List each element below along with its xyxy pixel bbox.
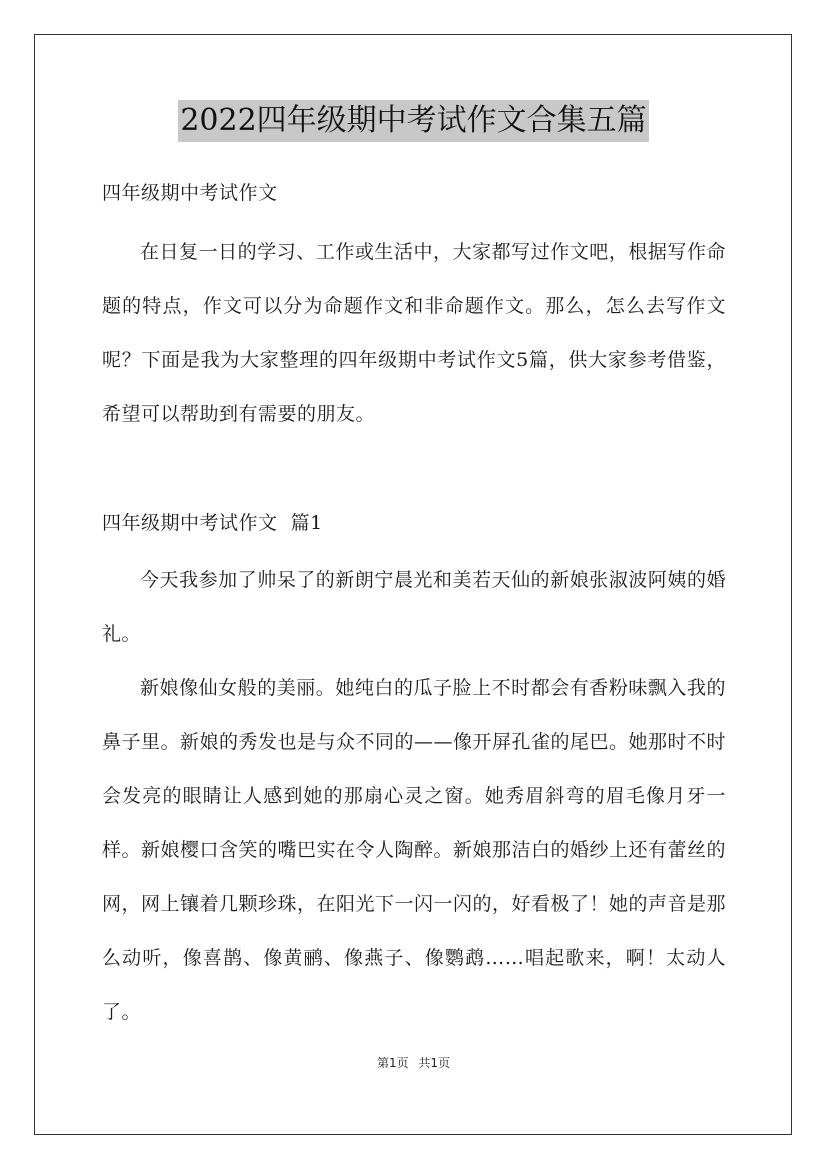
title-container bbox=[0, 100, 827, 142]
section-heading: 四年级期中考试作文 篇1 bbox=[102, 512, 323, 534]
section-paragraph: 新娘像仙女般的美丽。她纯白的瓜子脸上不时都会有香粉味飘入我的鼻子里。新娘的秀发也是与众不同的——像开屏孔雀的尾巴。她那时不时会发亮的眼睛让人感到她的那扇心灵之窗。她秀眉斜弯的眉毛像月牙一样。新娘樱口含笑的嘴巴实在令人陶醉。新娘那洁白的婚纱上还有蕾丝的网，网上镶着几颗珍珠，在阳光下一闪一闪的，好看极了！她的声音是那么动听，像喜鹊、像黄鹂、像燕子、像鹦鹉……唱起歌来，啊！太动人了。 bbox=[102, 677, 727, 1023]
page-total: 共1页 bbox=[418, 1056, 451, 1070]
document-body bbox=[102, 173, 726, 1039]
section-paragraph: 今天我参加了帅呆了的新朗宁晨光和美若天仙的新娘张淑波阿姨的婚礼。 bbox=[102, 569, 726, 645]
page-footer bbox=[0, 1054, 827, 1071]
document-title: 2022四年级期中考试作文合集五篇 bbox=[178, 100, 648, 142]
intro-heading: 四年级期中考试作文 bbox=[102, 182, 278, 204]
page-number: 第1页 bbox=[376, 1056, 409, 1070]
intro-paragraph: 在日复一日的学习、工作或生活中，大家都写过作文吧，根据写作命题的特点，作文可以分为命题作文和非命题作文。那么，怎么去写作文呢？下面是我为大家整理的四年级期中考试作文5篇，供大家参考借鉴，希望可以帮助到有需要的朋友。 bbox=[102, 241, 726, 425]
